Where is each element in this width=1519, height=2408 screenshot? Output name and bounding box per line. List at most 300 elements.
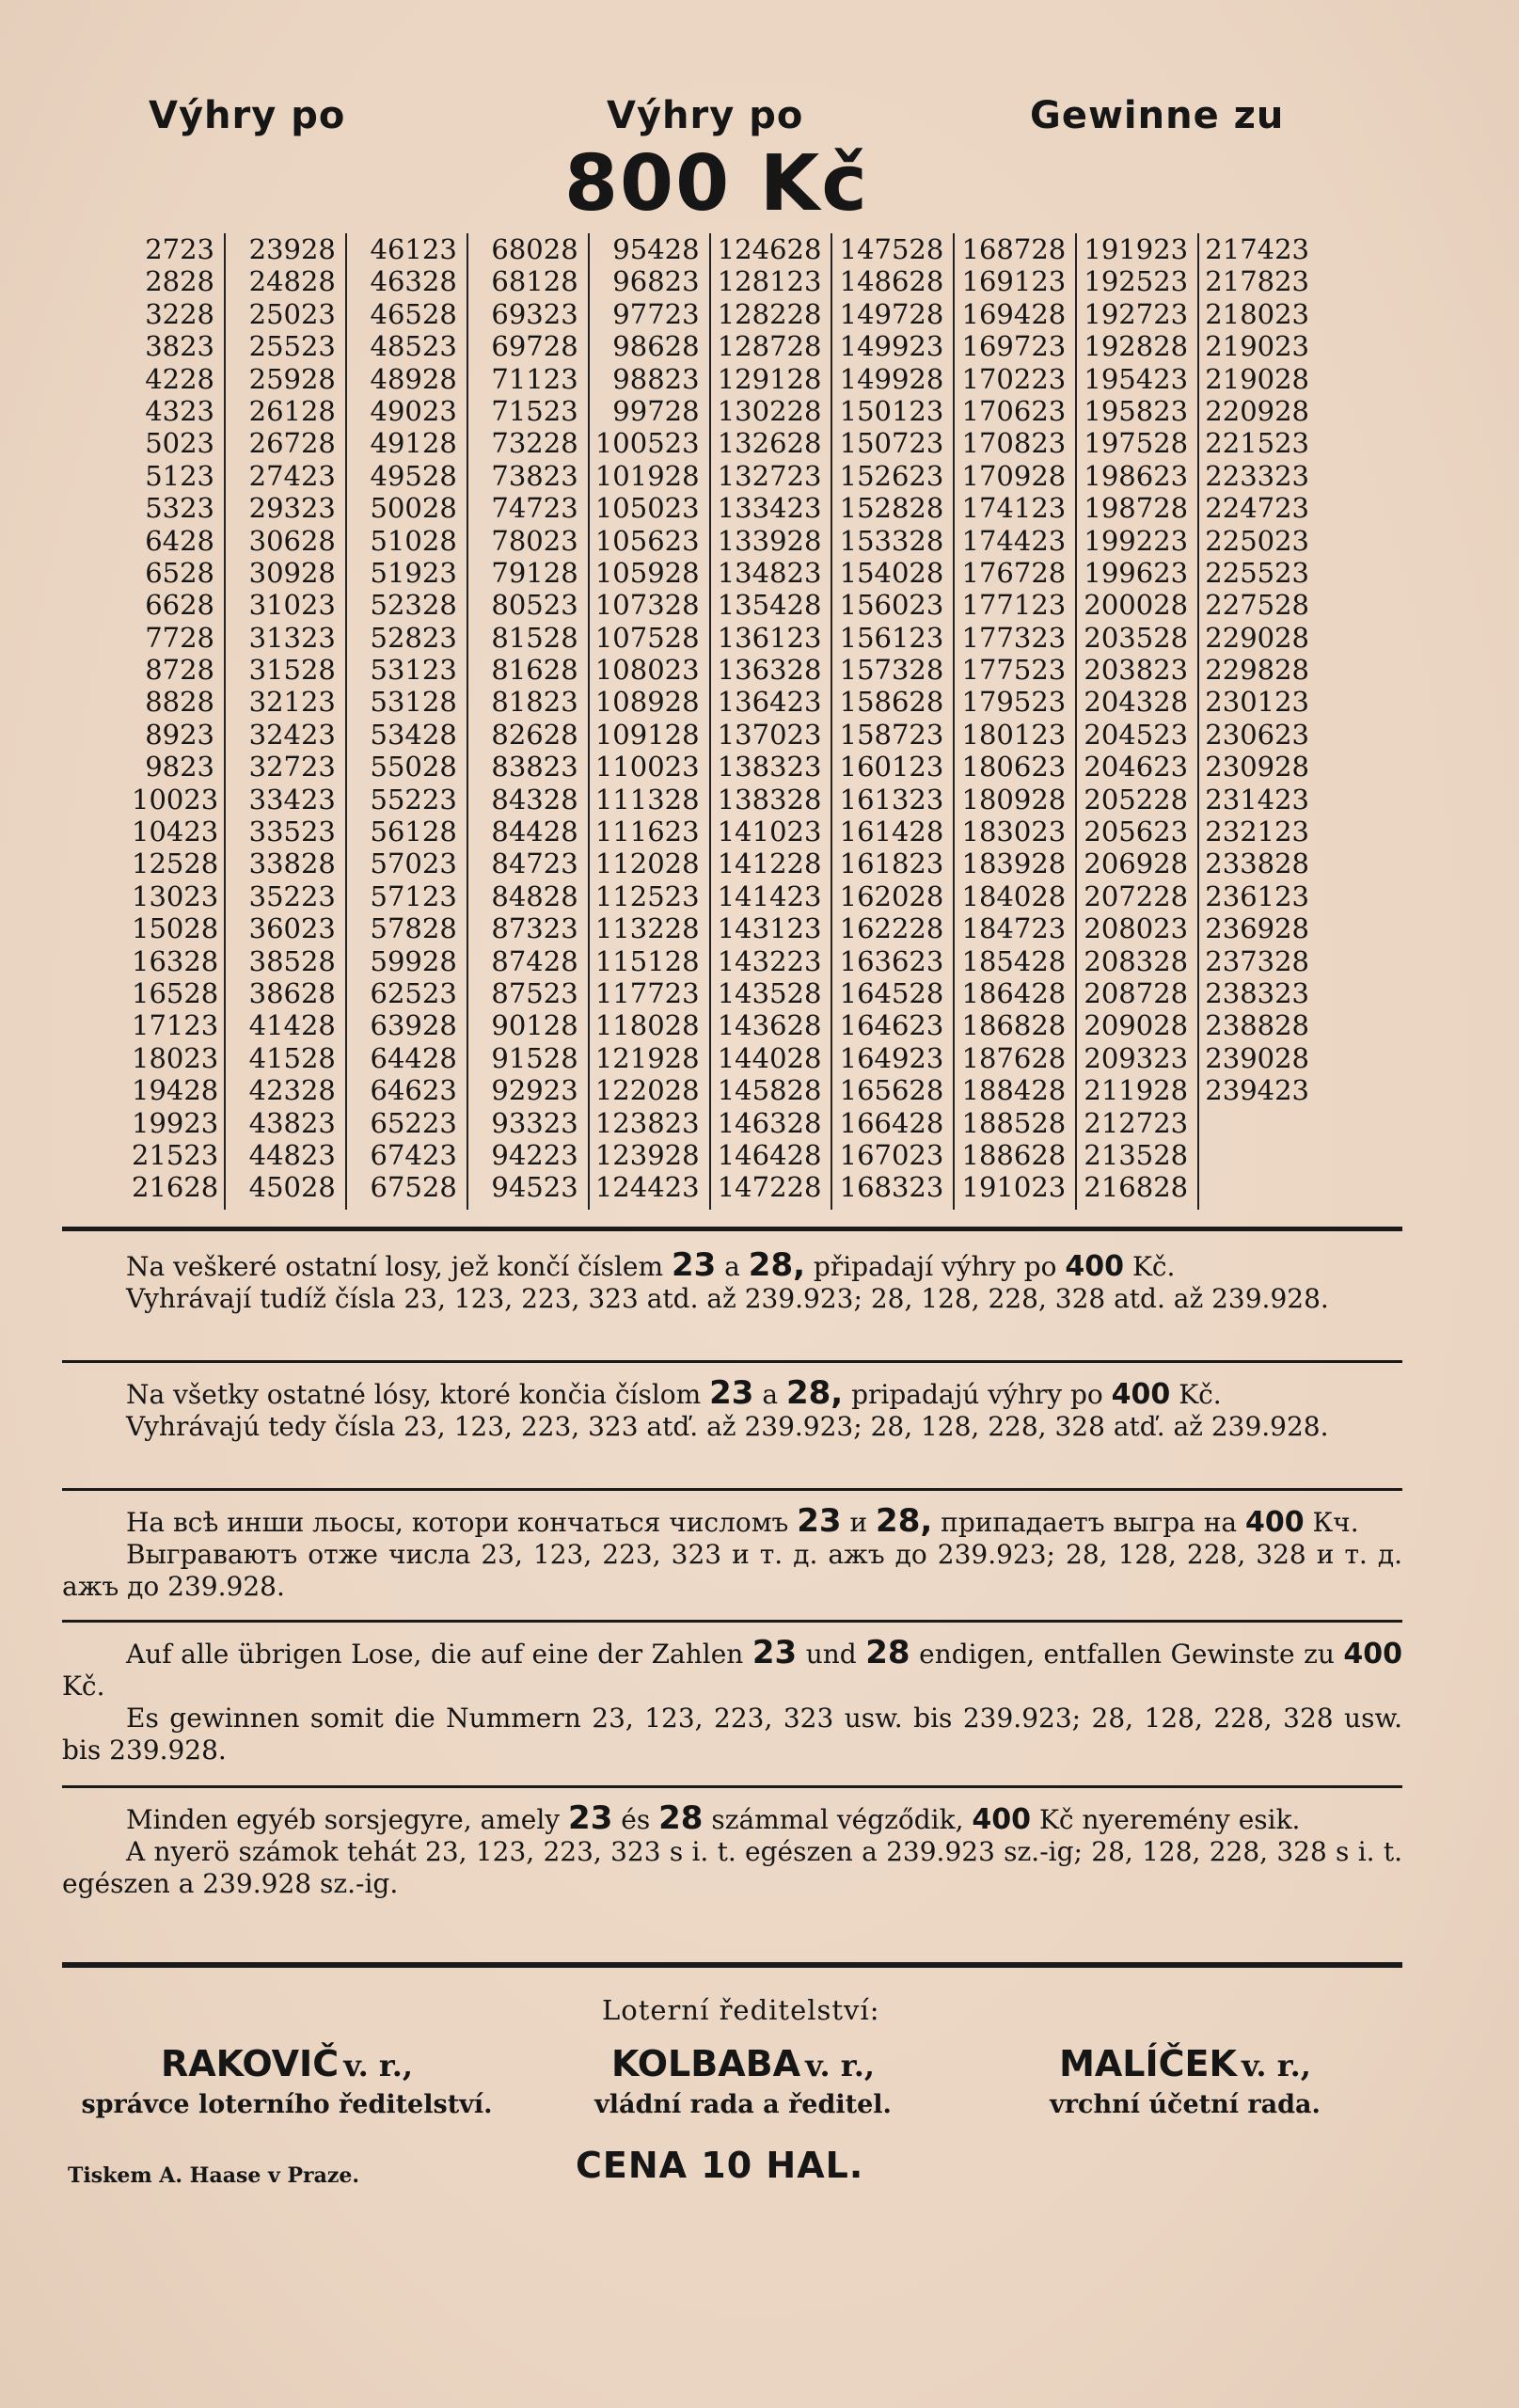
winning-number: 113228 [594, 912, 700, 945]
signature-kolbaba [564, 2043, 922, 2119]
winning-number: 237328 [1205, 944, 1310, 977]
winning-number: 183928 [961, 848, 1067, 880]
winning-number: 10423 [132, 816, 219, 848]
winning-number: 32123 [248, 686, 336, 719]
winning-number: 87323 [491, 912, 578, 945]
winning-number: 112028 [594, 848, 700, 880]
signatory-vr: v. r., [1242, 2048, 1311, 2083]
winning-number: 27423 [248, 459, 336, 492]
winning-number: 5123 [145, 459, 214, 492]
winning-number: 19923 [132, 1106, 219, 1139]
winning-number: 4228 [145, 362, 214, 395]
slovak-num23: 23 [709, 1374, 754, 1412]
winning-number: 227528 [1205, 589, 1310, 622]
signatory-role: správce loterního ředitelství. [81, 2090, 493, 2119]
winning-number: 93323 [491, 1106, 578, 1139]
winning-number: 33523 [248, 816, 336, 848]
winning-number: 33828 [248, 848, 336, 880]
winning-number: 230123 [1205, 686, 1310, 719]
winning-number: 6528 [145, 556, 214, 589]
winning-number: 156023 [839, 589, 944, 622]
czech-line2: Vyhrávají tudíž čísla 23, 123, 223, 323 atd. až 239.923; 28, 128, 228, 328 atd. až 239.928. [126, 1283, 1329, 1314]
winning-number: 84428 [491, 816, 578, 848]
winning-number: 221523 [1205, 427, 1310, 460]
winning-number: 84328 [491, 783, 578, 816]
winning-number: 42328 [248, 1074, 336, 1107]
hungarian-and: és [621, 1804, 651, 1835]
winning-number: 208328 [1084, 944, 1189, 977]
winning-number: 32723 [248, 751, 336, 784]
winning-number: 7728 [145, 621, 214, 654]
winning-number: 112523 [594, 879, 700, 912]
winning-number: 57123 [370, 879, 457, 912]
winning-number: 25928 [248, 362, 336, 395]
winning-number: 143528 [717, 976, 822, 1009]
winning-number: 4323 [145, 394, 214, 427]
signatory-vr: v. r., [343, 2048, 414, 2083]
winning-number: 30628 [248, 524, 336, 557]
winning-number: 9823 [145, 751, 214, 784]
winning-number: 184723 [961, 912, 1067, 945]
winning-number: 55223 [370, 783, 457, 816]
winning-number: 225523 [1205, 556, 1310, 589]
ruthenian-num28: 28, [876, 1502, 933, 1540]
winning-number: 57023 [370, 848, 457, 880]
slovak-line1a: Na všetky ostatné lósy, ktoré končia číslom [126, 1379, 702, 1410]
winning-number: 167023 [839, 1138, 944, 1171]
winning-number: 128123 [717, 265, 822, 298]
winning-number: 111623 [594, 816, 700, 848]
winning-number: 176728 [961, 556, 1067, 589]
winning-number: 236928 [1205, 912, 1310, 945]
winning-number: 94523 [491, 1171, 578, 1204]
winning-number: 50028 [370, 492, 457, 525]
divider [62, 1962, 1402, 1968]
winning-number: 223323 [1205, 459, 1310, 492]
winning-number: 146428 [717, 1138, 822, 1171]
signatory-name: RAKOVIČ [160, 2043, 340, 2084]
hungarian-num28: 28 [658, 1799, 704, 1837]
winning-number: 128228 [717, 297, 822, 330]
winning-number: 78023 [491, 524, 578, 557]
winning-number: 180123 [961, 718, 1067, 751]
winning-number: 98823 [612, 362, 700, 395]
winning-number: 153328 [839, 524, 944, 557]
winning-number: 170223 [961, 362, 1067, 395]
winning-number: 204623 [1084, 751, 1189, 784]
winning-number: 121928 [594, 1041, 700, 1074]
winning-number: 231423 [1205, 783, 1310, 816]
winning-number: 30928 [248, 556, 336, 589]
winning-number: 232123 [1205, 816, 1310, 848]
winning-number: 99728 [612, 394, 700, 427]
winning-number: 183023 [961, 816, 1067, 848]
winning-number: 203823 [1084, 654, 1189, 687]
winning-number: 46328 [370, 265, 457, 298]
winning-number: 195423 [1084, 362, 1189, 395]
winning-number: 69728 [491, 330, 578, 363]
signatory-vr: v. r., [805, 2048, 875, 2083]
winning-number: 162028 [839, 879, 944, 912]
winning-number: 64428 [370, 1041, 457, 1074]
winning-number: 180928 [961, 783, 1067, 816]
winning-number: 55028 [370, 751, 457, 784]
winning-number: 179523 [961, 686, 1067, 719]
winning-number: 87428 [491, 944, 578, 977]
winning-number: 197528 [1084, 427, 1189, 460]
number-column [132, 233, 226, 1210]
winning-number: 101928 [594, 459, 700, 492]
winning-number: 31323 [248, 621, 336, 654]
winning-number: 147228 [717, 1171, 822, 1204]
winning-number: 217423 [1205, 233, 1310, 265]
winning-number: 56128 [370, 816, 457, 848]
hungarian-line1b: számmal végződik, [711, 1804, 964, 1835]
winning-number: 5023 [145, 427, 214, 460]
czech-amount: 400 [1065, 1250, 1125, 1283]
winning-number: 135428 [717, 589, 822, 622]
winning-number: 128728 [717, 330, 822, 363]
winning-number: 136123 [717, 621, 822, 654]
divider [62, 1785, 1402, 1788]
number-column [226, 233, 347, 1210]
winning-number: 211928 [1084, 1074, 1189, 1107]
winning-number: 15028 [132, 912, 219, 945]
winning-number: 117723 [594, 976, 700, 1009]
winning-number: 162228 [839, 912, 944, 945]
winning-number: 64623 [370, 1074, 457, 1107]
winning-number: 134823 [717, 556, 822, 589]
winning-number: 152623 [839, 459, 944, 492]
winning-number: 236123 [1205, 879, 1310, 912]
winning-number: 46123 [370, 233, 457, 265]
winning-number: 81628 [491, 654, 578, 687]
slovak-line1b: pripadajú výhry po [851, 1379, 1103, 1410]
winning-number: 123823 [594, 1106, 700, 1139]
winning-number: 177323 [961, 621, 1067, 654]
winning-number: 118028 [594, 1009, 700, 1042]
winning-number: 132628 [717, 427, 822, 460]
winning-number: 137023 [717, 718, 822, 751]
winning-number: 225023 [1205, 524, 1310, 557]
winning-number: 67528 [370, 1171, 457, 1204]
winning-number: 169428 [961, 297, 1067, 330]
winning-number: 48523 [370, 330, 457, 363]
winning-number: 115128 [594, 944, 700, 977]
winning-number: 230623 [1205, 718, 1310, 751]
winning-number: 204328 [1084, 686, 1189, 719]
winning-number: 48928 [370, 362, 457, 395]
signatory-role: vládní rada a ředitel. [594, 2090, 892, 2119]
czech-num28: 28, [748, 1246, 806, 1284]
winning-number: 62523 [370, 976, 457, 1009]
header-czech: Výhry po [149, 94, 346, 137]
winning-number: 81823 [491, 686, 578, 719]
winning-number: 130228 [717, 394, 822, 427]
winning-number: 53428 [370, 718, 457, 751]
divider [62, 1488, 1402, 1491]
winning-number: 199223 [1084, 524, 1189, 557]
winning-number: 94223 [491, 1138, 578, 1171]
winning-number: 105023 [594, 492, 700, 525]
winning-number: 195823 [1084, 394, 1189, 427]
winning-number: 25023 [248, 297, 336, 330]
winning-number: 8923 [145, 718, 214, 751]
german-currency: Kč. [62, 1671, 105, 1702]
signatory-role: vrchní účetní rada. [1050, 2090, 1321, 2119]
winning-number: 26728 [248, 427, 336, 460]
winning-number: 31528 [248, 654, 336, 687]
winning-number: 5323 [145, 492, 214, 525]
winning-number: 205623 [1084, 816, 1189, 848]
winning-number: 208023 [1084, 912, 1189, 945]
winning-number: 136328 [717, 654, 822, 687]
winning-number: 168323 [839, 1171, 944, 1204]
winning-number: 31023 [248, 589, 336, 622]
winning-number: 149923 [839, 330, 944, 363]
number-column [468, 233, 590, 1210]
winning-number: 46528 [370, 297, 457, 330]
winning-number: 87523 [491, 976, 578, 1009]
slovak-currency: Kč. [1179, 1379, 1222, 1410]
winning-number: 218023 [1205, 297, 1310, 330]
winning-number: 41528 [248, 1041, 336, 1074]
slovak-line2: Vyhrávajú tedy čísla 23, 123, 223, 323 atď. až 239.923; 28, 128, 228, 328 atď. až 239.928. [126, 1411, 1329, 1442]
ruthenian-line1a: На всѣ инши льосы, котори кончаться числомъ [126, 1507, 789, 1538]
winning-number: 174123 [961, 492, 1067, 525]
winning-number: 158628 [839, 686, 944, 719]
winning-number: 192828 [1084, 330, 1189, 363]
winning-number: 188628 [961, 1138, 1067, 1171]
winning-number: 204523 [1084, 718, 1189, 751]
winning-number: 82628 [491, 718, 578, 751]
winning-number: 198623 [1084, 459, 1189, 492]
winning-number: 160123 [839, 751, 944, 784]
winning-number: 52823 [370, 621, 457, 654]
ruthenian-and: и [849, 1507, 868, 1538]
czech-and: a [724, 1251, 740, 1282]
winning-number: 2723 [145, 233, 214, 265]
czech-line1a: Na veškeré ostatní losy, jež končí číslem [126, 1251, 664, 1282]
winning-number: 110023 [594, 751, 700, 784]
winning-number: 188528 [961, 1106, 1067, 1139]
winning-number: 177523 [961, 654, 1067, 687]
winning-number: 73228 [491, 427, 578, 460]
winning-number: 21523 [132, 1138, 219, 1171]
winning-number: 238323 [1205, 976, 1310, 1009]
winning-number: 69323 [491, 297, 578, 330]
winning-number: 198728 [1084, 492, 1189, 525]
number-column [1077, 233, 1199, 1210]
winning-number: 206928 [1084, 848, 1189, 880]
winning-number: 161428 [839, 816, 944, 848]
winning-number: 150123 [839, 394, 944, 427]
winning-number: 19428 [132, 1074, 219, 1107]
winning-number: 161323 [839, 783, 944, 816]
winning-number: 71523 [491, 394, 578, 427]
paragraph-ruthenian [62, 1502, 1402, 1603]
winning-number: 133928 [717, 524, 822, 557]
winning-number: 49128 [370, 427, 457, 460]
winning-number: 21628 [132, 1171, 219, 1204]
winning-number: 157328 [839, 654, 944, 687]
divider [62, 1360, 1402, 1363]
winning-number: 8828 [145, 686, 214, 719]
winning-number: 96823 [612, 265, 700, 298]
winning-number: 143223 [717, 944, 822, 977]
number-column [1199, 233, 1319, 1210]
german-line1a: Auf alle übrigen Lose, die auf eine der Zahlen [126, 1639, 744, 1670]
winning-number: 79128 [491, 556, 578, 589]
signature-rakovic [80, 2043, 494, 2119]
winning-number: 219023 [1205, 330, 1310, 363]
german-num23: 23 [752, 1634, 798, 1671]
winning-number: 184028 [961, 879, 1067, 912]
paragraph-slovak [62, 1374, 1402, 1443]
winning-number: 238828 [1205, 1009, 1310, 1042]
slovak-amount: 400 [1111, 1378, 1171, 1411]
winning-number: 170623 [961, 394, 1067, 427]
winning-number: 156123 [839, 621, 944, 654]
winning-number: 53128 [370, 686, 457, 719]
winning-number: 124628 [717, 233, 822, 265]
winning-number: 136423 [717, 686, 822, 719]
winning-number: 18023 [132, 1041, 219, 1074]
winning-number: 144028 [717, 1041, 822, 1074]
winning-number: 213528 [1084, 1138, 1189, 1171]
winning-number: 49023 [370, 394, 457, 427]
winning-number: 92923 [491, 1074, 578, 1107]
winning-number: 25523 [248, 330, 336, 363]
winning-number: 16528 [132, 976, 219, 1009]
winning-number: 154028 [839, 556, 944, 589]
winning-number: 208728 [1084, 976, 1189, 1009]
german-num28: 28 [865, 1634, 910, 1671]
signatory-name: KOLBABA [611, 2043, 801, 2084]
winning-number: 177123 [961, 589, 1067, 622]
winning-number: 132723 [717, 459, 822, 492]
winning-number: 91528 [491, 1041, 578, 1074]
winning-number: 191923 [1084, 233, 1189, 265]
winning-number: 108928 [594, 686, 700, 719]
winning-number: 141228 [717, 848, 822, 880]
winning-number: 138323 [717, 751, 822, 784]
winning-number: 100523 [594, 427, 700, 460]
hungarian-line2: A nyerö számok tehát 23, 123, 223, 323 s i. t. egészen a 239.923 sz.-ig; 28, 128, 228, 328 s i. t. egészen a 239.928 sz.-ig. [62, 1836, 1402, 1899]
winning-number: 84828 [491, 879, 578, 912]
slovak-and: a [762, 1379, 779, 1410]
ruthenian-amount: 400 [1244, 1506, 1305, 1539]
winning-number: 209323 [1084, 1041, 1189, 1074]
winning-number: 170823 [961, 427, 1067, 460]
winning-number: 199623 [1084, 556, 1189, 589]
winning-number: 219028 [1205, 362, 1310, 395]
winning-number: 38628 [248, 976, 336, 1009]
german-line1b: endigen, entfallen Gewinste zu [919, 1639, 1335, 1670]
winning-number: 44823 [248, 1138, 336, 1171]
winning-number: 6428 [145, 524, 214, 557]
winning-number: 38528 [248, 944, 336, 977]
hungarian-num23: 23 [568, 1799, 613, 1837]
winning-number: 10023 [132, 783, 219, 816]
winning-number: 191023 [961, 1171, 1067, 1204]
german-amount: 400 [1343, 1638, 1403, 1671]
winning-number: 224723 [1205, 492, 1310, 525]
divider [62, 1227, 1402, 1231]
winning-number: 57828 [370, 912, 457, 945]
winning-number: 45028 [248, 1171, 336, 1204]
winning-number: 81528 [491, 621, 578, 654]
number-column [955, 233, 1077, 1210]
winning-number: 164623 [839, 1009, 944, 1042]
paragraph-czech [62, 1246, 1402, 1315]
winning-number: 180623 [961, 751, 1067, 784]
winning-number: 49528 [370, 459, 457, 492]
winning-number: 229028 [1205, 621, 1310, 654]
winning-number: 107328 [594, 589, 700, 622]
winning-number: 123928 [594, 1138, 700, 1171]
winning-number: 205228 [1084, 783, 1189, 816]
winning-number: 74723 [491, 492, 578, 525]
winning-number: 53123 [370, 654, 457, 687]
winning-number: 122028 [594, 1074, 700, 1107]
winning-number: 23928 [248, 233, 336, 265]
winning-number: 233828 [1205, 848, 1310, 880]
winning-number: 161823 [839, 848, 944, 880]
winning-number: 8728 [145, 654, 214, 687]
winning-number: 239028 [1205, 1041, 1310, 1074]
winning-number: 17123 [132, 1009, 219, 1042]
winning-number: 169723 [961, 330, 1067, 363]
winning-number: 149928 [839, 362, 944, 395]
ruthenian-line2: Выграваютъ отже числа 23, 123, 223, 323 и т. д. ажъ до 239.923; 28, 128, 228, 328 и т. д. ажъ до 239.928. [62, 1539, 1402, 1602]
winning-number: 65223 [370, 1106, 457, 1139]
winning-number: 187628 [961, 1041, 1067, 1074]
winning-number: 192723 [1084, 297, 1189, 330]
winning-number: 149728 [839, 297, 944, 330]
winning-number: 26128 [248, 394, 336, 427]
prize-amount: 800 Kč [564, 139, 869, 229]
czech-num23: 23 [671, 1246, 717, 1284]
winning-number: 230928 [1205, 751, 1310, 784]
header-slovak: Výhry po [607, 94, 804, 137]
winning-number: 166428 [839, 1106, 944, 1139]
ruthenian-currency: Кч. [1312, 1507, 1359, 1538]
winning-number: 3228 [145, 297, 214, 330]
winning-number: 152828 [839, 492, 944, 525]
winning-number: 170928 [961, 459, 1067, 492]
winning-number: 97723 [612, 297, 700, 330]
winning-number: 186428 [961, 976, 1067, 1009]
winning-number: 200028 [1084, 589, 1189, 622]
header-german: Gewinne zu [1030, 94, 1285, 137]
number-column [832, 233, 955, 1210]
number-column [347, 233, 468, 1210]
winning-number: 186828 [961, 1009, 1067, 1042]
winning-number: 138328 [717, 783, 822, 816]
winning-number: 52328 [370, 589, 457, 622]
winning-number: 165628 [839, 1074, 944, 1107]
winning-number: 143123 [717, 912, 822, 945]
winning-number: 16328 [132, 944, 219, 977]
paragraph-hungarian [62, 1799, 1402, 1900]
winning-number: 95428 [612, 233, 700, 265]
winning-number: 29323 [248, 492, 336, 525]
winning-number: 164528 [839, 976, 944, 1009]
winning-number: 51028 [370, 524, 457, 557]
winning-number: 90128 [491, 1009, 578, 1042]
slovak-num28: 28, [785, 1374, 844, 1412]
